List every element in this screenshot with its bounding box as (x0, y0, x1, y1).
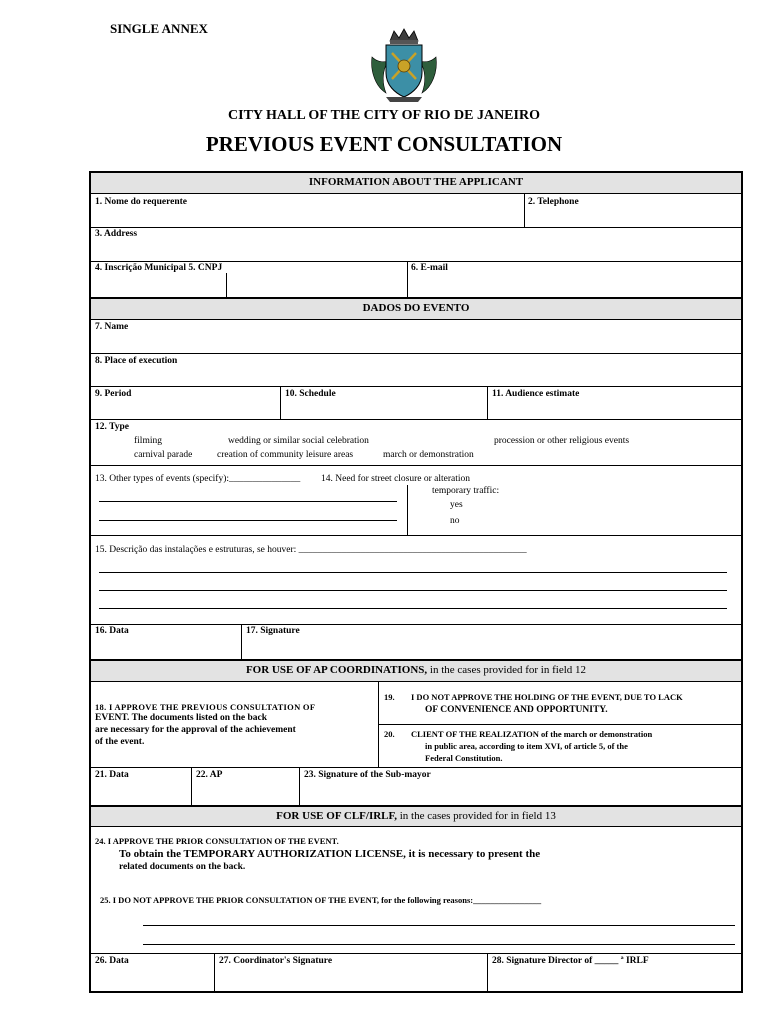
consultation-form (89, 171, 743, 993)
field-audience-estimate[interactable]: 11. Audience estimate (492, 389, 580, 399)
field-number-19: 19. (384, 692, 395, 702)
field-date-21[interactable]: 21. Data (95, 770, 129, 780)
option-wedding[interactable]: wedding or similar social celebration (228, 436, 369, 446)
write-line[interactable] (99, 572, 727, 573)
option-march-demonstration[interactable]: march or demonstration (383, 450, 474, 460)
field-place-of-execution[interactable]: 8. Place of execution (95, 356, 178, 366)
city-hall-heading: CITY HALL OF THE CITY OF RIO DE JANEIRO (228, 108, 540, 123)
field-date-26[interactable]: 26. Data (95, 956, 129, 966)
option-street-closure-yes[interactable]: yes (450, 500, 463, 510)
street-closure-sublabel: temporary traffic: (432, 486, 500, 496)
option-approve-prior-consultation[interactable]: 24. I APPROVE THE PRIOR CONSULTATION OF THE EVENT. (95, 836, 339, 846)
field-applicant-name[interactable]: 1. Nome do requerente (95, 197, 187, 207)
write-line[interactable] (143, 944, 735, 945)
field-event-name[interactable]: 7. Name (95, 322, 129, 332)
field-coordinator-signature[interactable]: 27. Coordinator's Signature (219, 956, 333, 966)
field-address[interactable]: 3. Address (95, 229, 138, 239)
option-procession[interactable]: procession or other religious events (494, 436, 630, 446)
write-line[interactable] (143, 925, 735, 926)
client-realization-text-line: in public area, according to item XVI, of article 5, of the (425, 741, 628, 751)
option-approve-previous-consultation[interactable]: 18. I APPROVE THE PREVIOUS CONSULTATION OF (95, 702, 316, 712)
field-period[interactable]: 9. Period (95, 389, 132, 399)
city-coat-of-arms-logo (368, 27, 440, 103)
option-filming[interactable]: filming (134, 436, 162, 446)
write-line[interactable] (99, 608, 727, 609)
section-header-event-data: DADOS DO EVENTO (91, 299, 741, 319)
field-submayor-signature[interactable]: 23. Signature of the Sub-mayor (304, 770, 431, 780)
field-email[interactable]: 6. E-mail (411, 263, 448, 273)
approve-text-line: are necessary for the approval of the achievement (95, 725, 296, 735)
section-header-clf-irlf: FOR USE OF CLF/IRLF, in the cases provided for in field 13 (91, 807, 741, 826)
field-schedule[interactable]: 10. Schedule (285, 389, 336, 399)
option-carnival-parade[interactable]: carnival parade (134, 450, 193, 460)
approve-text-line: of the event. (95, 737, 145, 747)
option-street-closure-no[interactable]: no (450, 516, 460, 526)
field-installations-description[interactable]: 15. Descrição das instalações e estruturas, se houver: ________________________________________________ (95, 545, 527, 555)
page-title: PREVIOUS EVENT CONSULTATION (205, 132, 563, 156)
approve-prior-text-line: related documents on the back. (119, 862, 246, 872)
field-event-type: 12. Type (95, 422, 129, 432)
field-signature-17[interactable]: 17. Signature (246, 626, 300, 636)
annex-label: SINGLE ANNEX (110, 21, 208, 36)
field-other-event-types[interactable]: 13. Other types of events (specify):_______________ (95, 474, 301, 484)
field-ap-22[interactable]: 22. AP (196, 770, 223, 780)
write-line[interactable] (99, 590, 727, 591)
option-client-of-realization[interactable]: CLIENT OF THE REALIZATION of the march or demonstration (411, 729, 653, 739)
field-street-closure: 14. Need for street closure or alteration (321, 474, 471, 484)
field-irlf-director-signature[interactable]: 28. Signature Director of _____ ª IRLF (492, 956, 649, 966)
write-line[interactable] (99, 520, 397, 521)
option-community-leisure[interactable]: creation of community leisure areas (217, 450, 354, 460)
option-do-not-approve-holding[interactable]: I DO NOT APPROVE THE HOLDING OF THE EVENT, DUE TO LACK (411, 692, 683, 702)
approve-prior-text-line: To obtain the TEMPORARY AUTHORIZATION LICENSE, it is necessary to present the (119, 848, 541, 860)
field-number-20: 20. (384, 729, 395, 739)
field-municipal-registration-cnpj[interactable]: 4. Inscrição Municipal 5. CNPJ (95, 263, 223, 273)
client-realization-text-line: Federal Constitution. (425, 753, 503, 763)
section-header-applicant: INFORMATION ABOUT THE APPLICANT (91, 173, 741, 193)
do-not-approve-text-line: OF CONVENIENCE AND OPPORTUNITY. (425, 705, 608, 715)
approve-text-line: EVENT. The documents listed on the back (95, 713, 267, 723)
write-line[interactable] (99, 501, 397, 502)
section-header-ap-coordinations: FOR USE OF AP COORDINATIONS, in the cases provided for in field 12 (91, 661, 741, 681)
option-do-not-approve-prior[interactable]: 25. I DO NOT APPROVE THE PRIOR CONSULTATION OF THE EVENT, for the following reasons:________________ (100, 895, 542, 905)
field-telephone[interactable]: 2. Telephone (528, 197, 579, 207)
field-date-16[interactable]: 16. Data (95, 626, 129, 636)
